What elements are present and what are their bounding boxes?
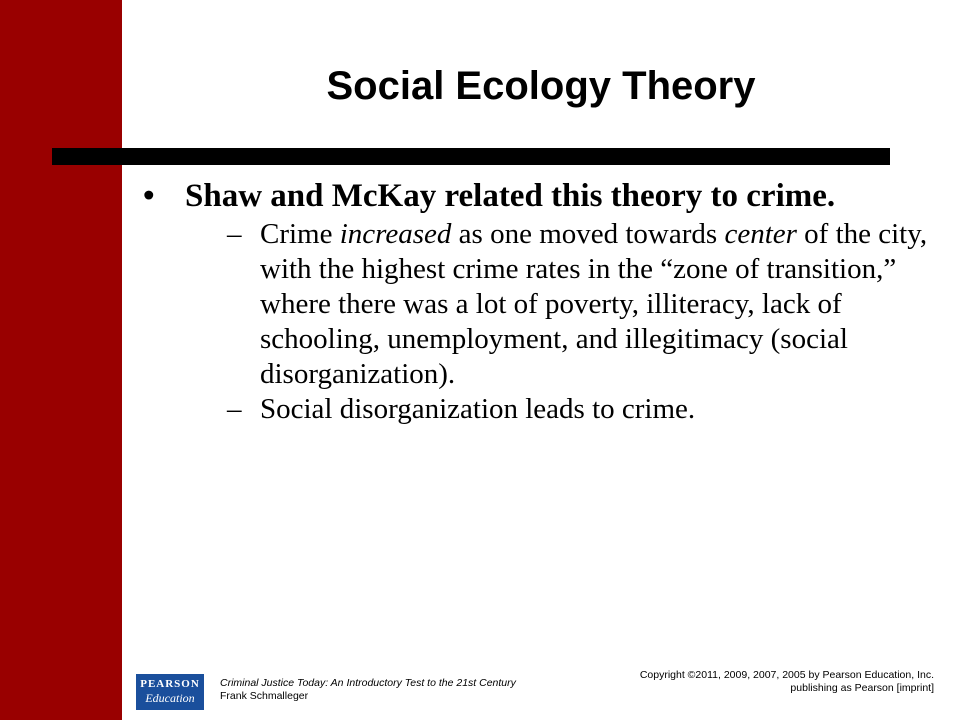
copyright-line-2: publishing as Pearson [imprint]: [790, 682, 934, 694]
main-bullet: [140, 178, 930, 215]
book-author: Frank Schmalleger: [220, 690, 309, 702]
copyright-line-1: Copyright ©2011, 2009, 2007, 2005 by Pearson Education, Inc.: [639, 669, 934, 681]
left-accent-bar: [0, 0, 122, 720]
sub-bullet-marker: –: [227, 218, 242, 250]
slide-title: Social Ecology Theory: [326, 64, 756, 108]
bullet-marker: •: [143, 178, 155, 214]
sub-bullet-marker: –: [227, 393, 242, 425]
logo-wordmark: PEARSON: [140, 678, 200, 690]
sub-bullet-text: Social disorganization leads to crime.: [260, 393, 696, 425]
emphasis-increased: increased: [339, 218, 452, 250]
main-bullet-text: Shaw and McKay related this theory to crime.: [185, 178, 836, 214]
logo-subtitle: Education: [145, 691, 195, 705]
slide-body: [140, 178, 930, 427]
sub-bullet-disorganization: [227, 392, 930, 427]
footer-book-info: [220, 677, 516, 703]
book-title: Criminal Justice Today: An Introductory Test to the 21st Century: [220, 677, 516, 689]
footer-copyright: [640, 669, 934, 695]
emphasis-center: center: [724, 218, 797, 250]
title-divider: [52, 148, 890, 165]
pearson-logo: [136, 674, 204, 710]
sub-bullet-text: Crime increased as one moved towards center of the city, with the highest crime rates in the “zone of transition,” where there was a lot of poverty, illiteracy, lack of schooling, unemployment, and illegitimacy (social disorganization).: [260, 218, 928, 390]
sub-bullet-crime-increase: [227, 217, 930, 392]
